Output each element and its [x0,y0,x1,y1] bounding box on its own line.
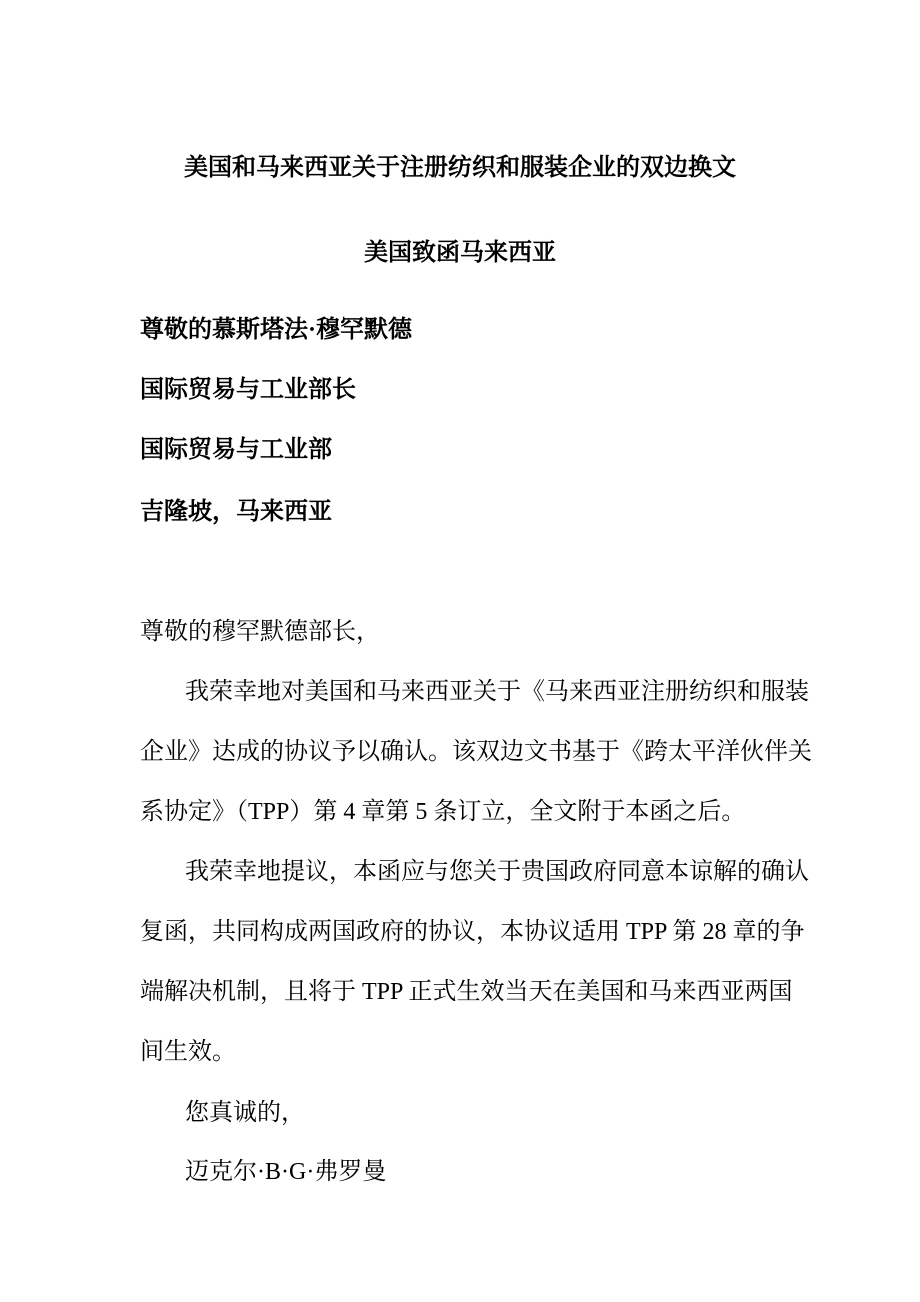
document-title: 美国和马来西亚关于注册纺织和服装企业的双边换文 [184,155,736,181]
paragraph-line: 我荣幸地提议，本函应与您关于贵国政府同意本谅解的确认 [185,859,809,885]
paragraph-line: 企业》达成的协议予以确认。该双边文书基于《跨太平洋伙伴关 [140,739,812,765]
paragraph-line: 我荣幸地对美国和马来西亚关于《马来西亚注册纺织和服装 [185,679,809,705]
address-line: 国际贸易与工业部 [140,437,332,463]
paragraph-line: 复函，共同构成两国政府的协议，本协议适用 TPP 第 28 章的争 [140,919,805,945]
address-line: 吉隆坡，马来西亚 [140,499,332,525]
address-line: 国际贸易与工业部长 [140,377,356,403]
closing: 您真诚的， [185,1100,305,1126]
paragraph-line: 间生效。 [140,1039,236,1065]
document-subtitle: 美国致函马来西亚 [364,240,556,266]
address-line: 尊敬的慕斯塔法·穆罕默德 [140,317,413,343]
signature: 迈克尔·B·G·弗罗曼 [185,1159,387,1185]
paragraph-line: 端解决机制，且将于 TPP 正式生效当天在美国和马来西亚两国 [140,979,793,1005]
salutation: 尊敬的穆罕默德部长， [140,619,380,645]
paragraph-line: 系协定》（TPP）第 4 章第 5 条订立，全文附于本函之后。 [140,799,746,825]
